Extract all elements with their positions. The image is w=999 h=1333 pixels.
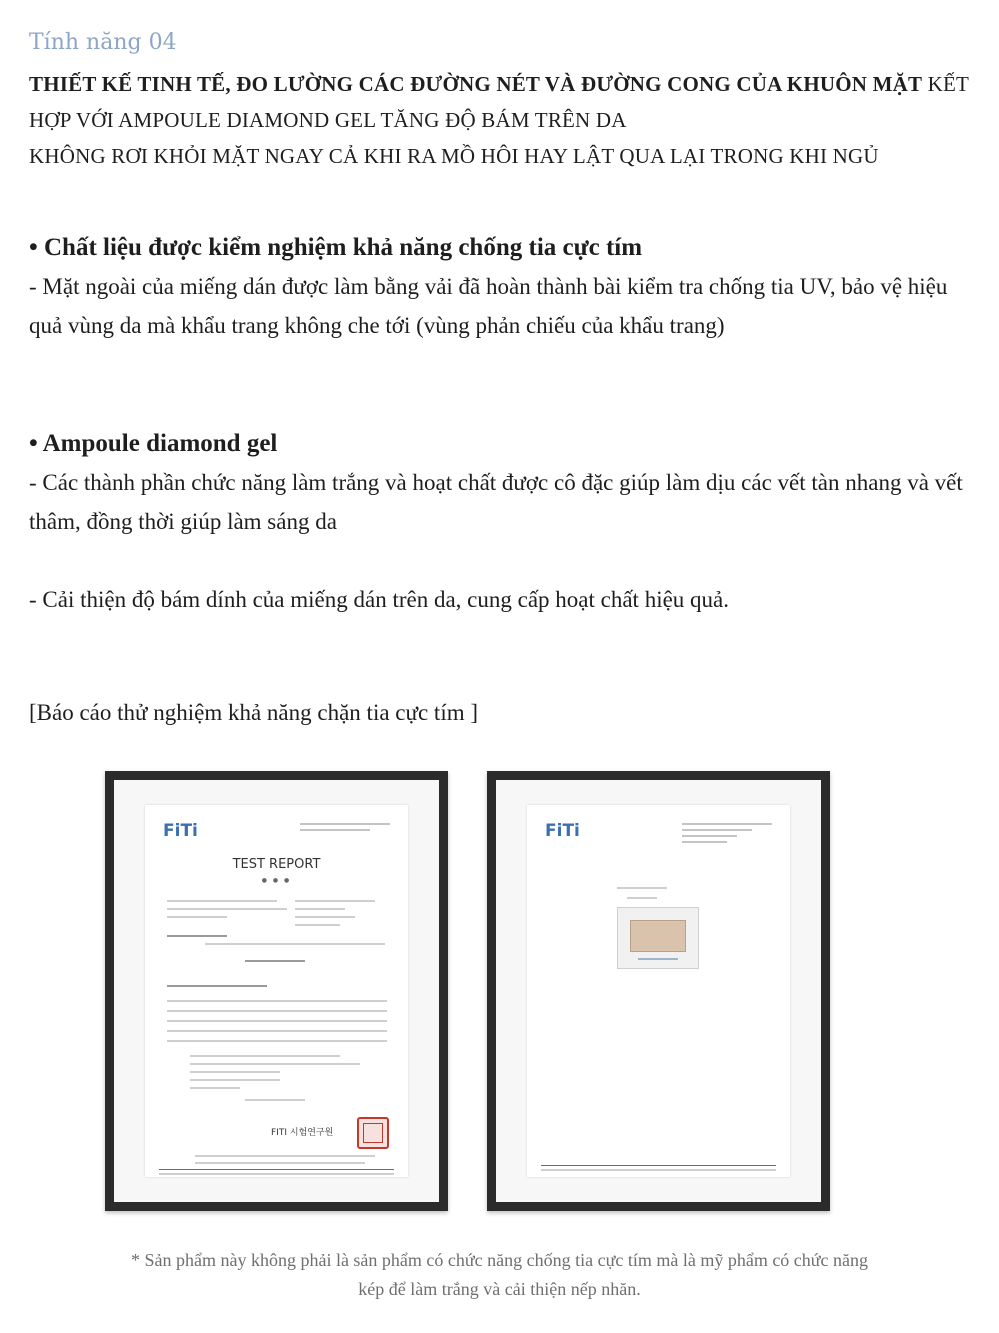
ampoule-section	[29, 424, 974, 619]
sample-fabric	[630, 920, 686, 952]
fiti-logo-2: FiTi	[545, 821, 580, 841]
official-seal	[357, 1117, 389, 1149]
uv-material-text: - Mặt ngoài của miếng dán được làm bằng vải đã hoàn thành bài kiểm tra chống tia UV, bảo vệ hiệu quả vùng da mà khẩu trang không che tới (vùng phản chiếu của khẩu trang)	[29, 274, 948, 338]
fiti-logo: FiTi	[163, 821, 198, 841]
report-frame-left	[105, 771, 448, 1211]
test-report-page	[145, 805, 408, 1177]
footnote-line-1: * Sản phẩm này không phải là sản phẩm có chức năng chống tia cực tím mà là mỹ phẩm có chức năng	[130, 1250, 869, 1270]
sample-photo	[617, 907, 699, 969]
footnote-line-2: kép để làm trắng và cải thiện nếp nhăn.	[358, 1279, 641, 1299]
ampoule-text-2: - Cải thiện độ bám dính của miếng dán trên da, cung cấp hoạt chất hiệu quả.	[29, 587, 729, 612]
uv-material-title: • Chất liệu được kiểm nghiệm khả năng chống tia cực tím	[29, 234, 643, 261]
report-label: [Báo cáo thử nghiệm khả năng chặn tia cực tím ]	[29, 700, 479, 725]
report-frame-right	[487, 771, 830, 1211]
footer-band-2	[541, 1165, 776, 1166]
report-title: TEST REPORT	[232, 857, 321, 872]
report-dots: ● ● ●	[261, 877, 292, 884]
heading-rest-1: KẾT HỢP VỚI AMPOULE DIAMOND GEL TĂNG ĐỘ BÁM TRÊN DA	[29, 72, 969, 132]
footer-band	[159, 1169, 394, 1170]
institute-name: FITI 시험연구원	[271, 1128, 334, 1138]
ampoule-title: • Ampoule diamond gel	[29, 430, 278, 457]
ampoule-text-1: - Các thành phần chức năng làm trắng và hoạt chất được cô đặc giúp làm dịu các vết tàn nhang và vết thâm, đồng thời giúp làm sáng da	[29, 470, 963, 534]
feature-heading	[29, 66, 974, 174]
header-text-block	[300, 823, 390, 835]
footnote	[0, 1246, 999, 1304]
heading-rest-2: KHÔNG RƠI KHỎI MẶT NGAY CẢ KHI RA MỒ HÔI HAY LẬT QUA LẠI TRONG KHI NGỦ	[29, 144, 879, 168]
uv-material-section	[29, 228, 974, 345]
header-text-block-2	[682, 823, 772, 847]
feature-label: Tính năng 04	[29, 30, 177, 55]
heading-bold: THIẾT KẾ TINH TẾ, ĐO LƯỜNG CÁC ĐƯỜNG NÉT VÀ ĐƯỜNG CONG CỦA KHUÔN MẶT	[29, 72, 923, 96]
sample-report-page	[527, 805, 790, 1177]
